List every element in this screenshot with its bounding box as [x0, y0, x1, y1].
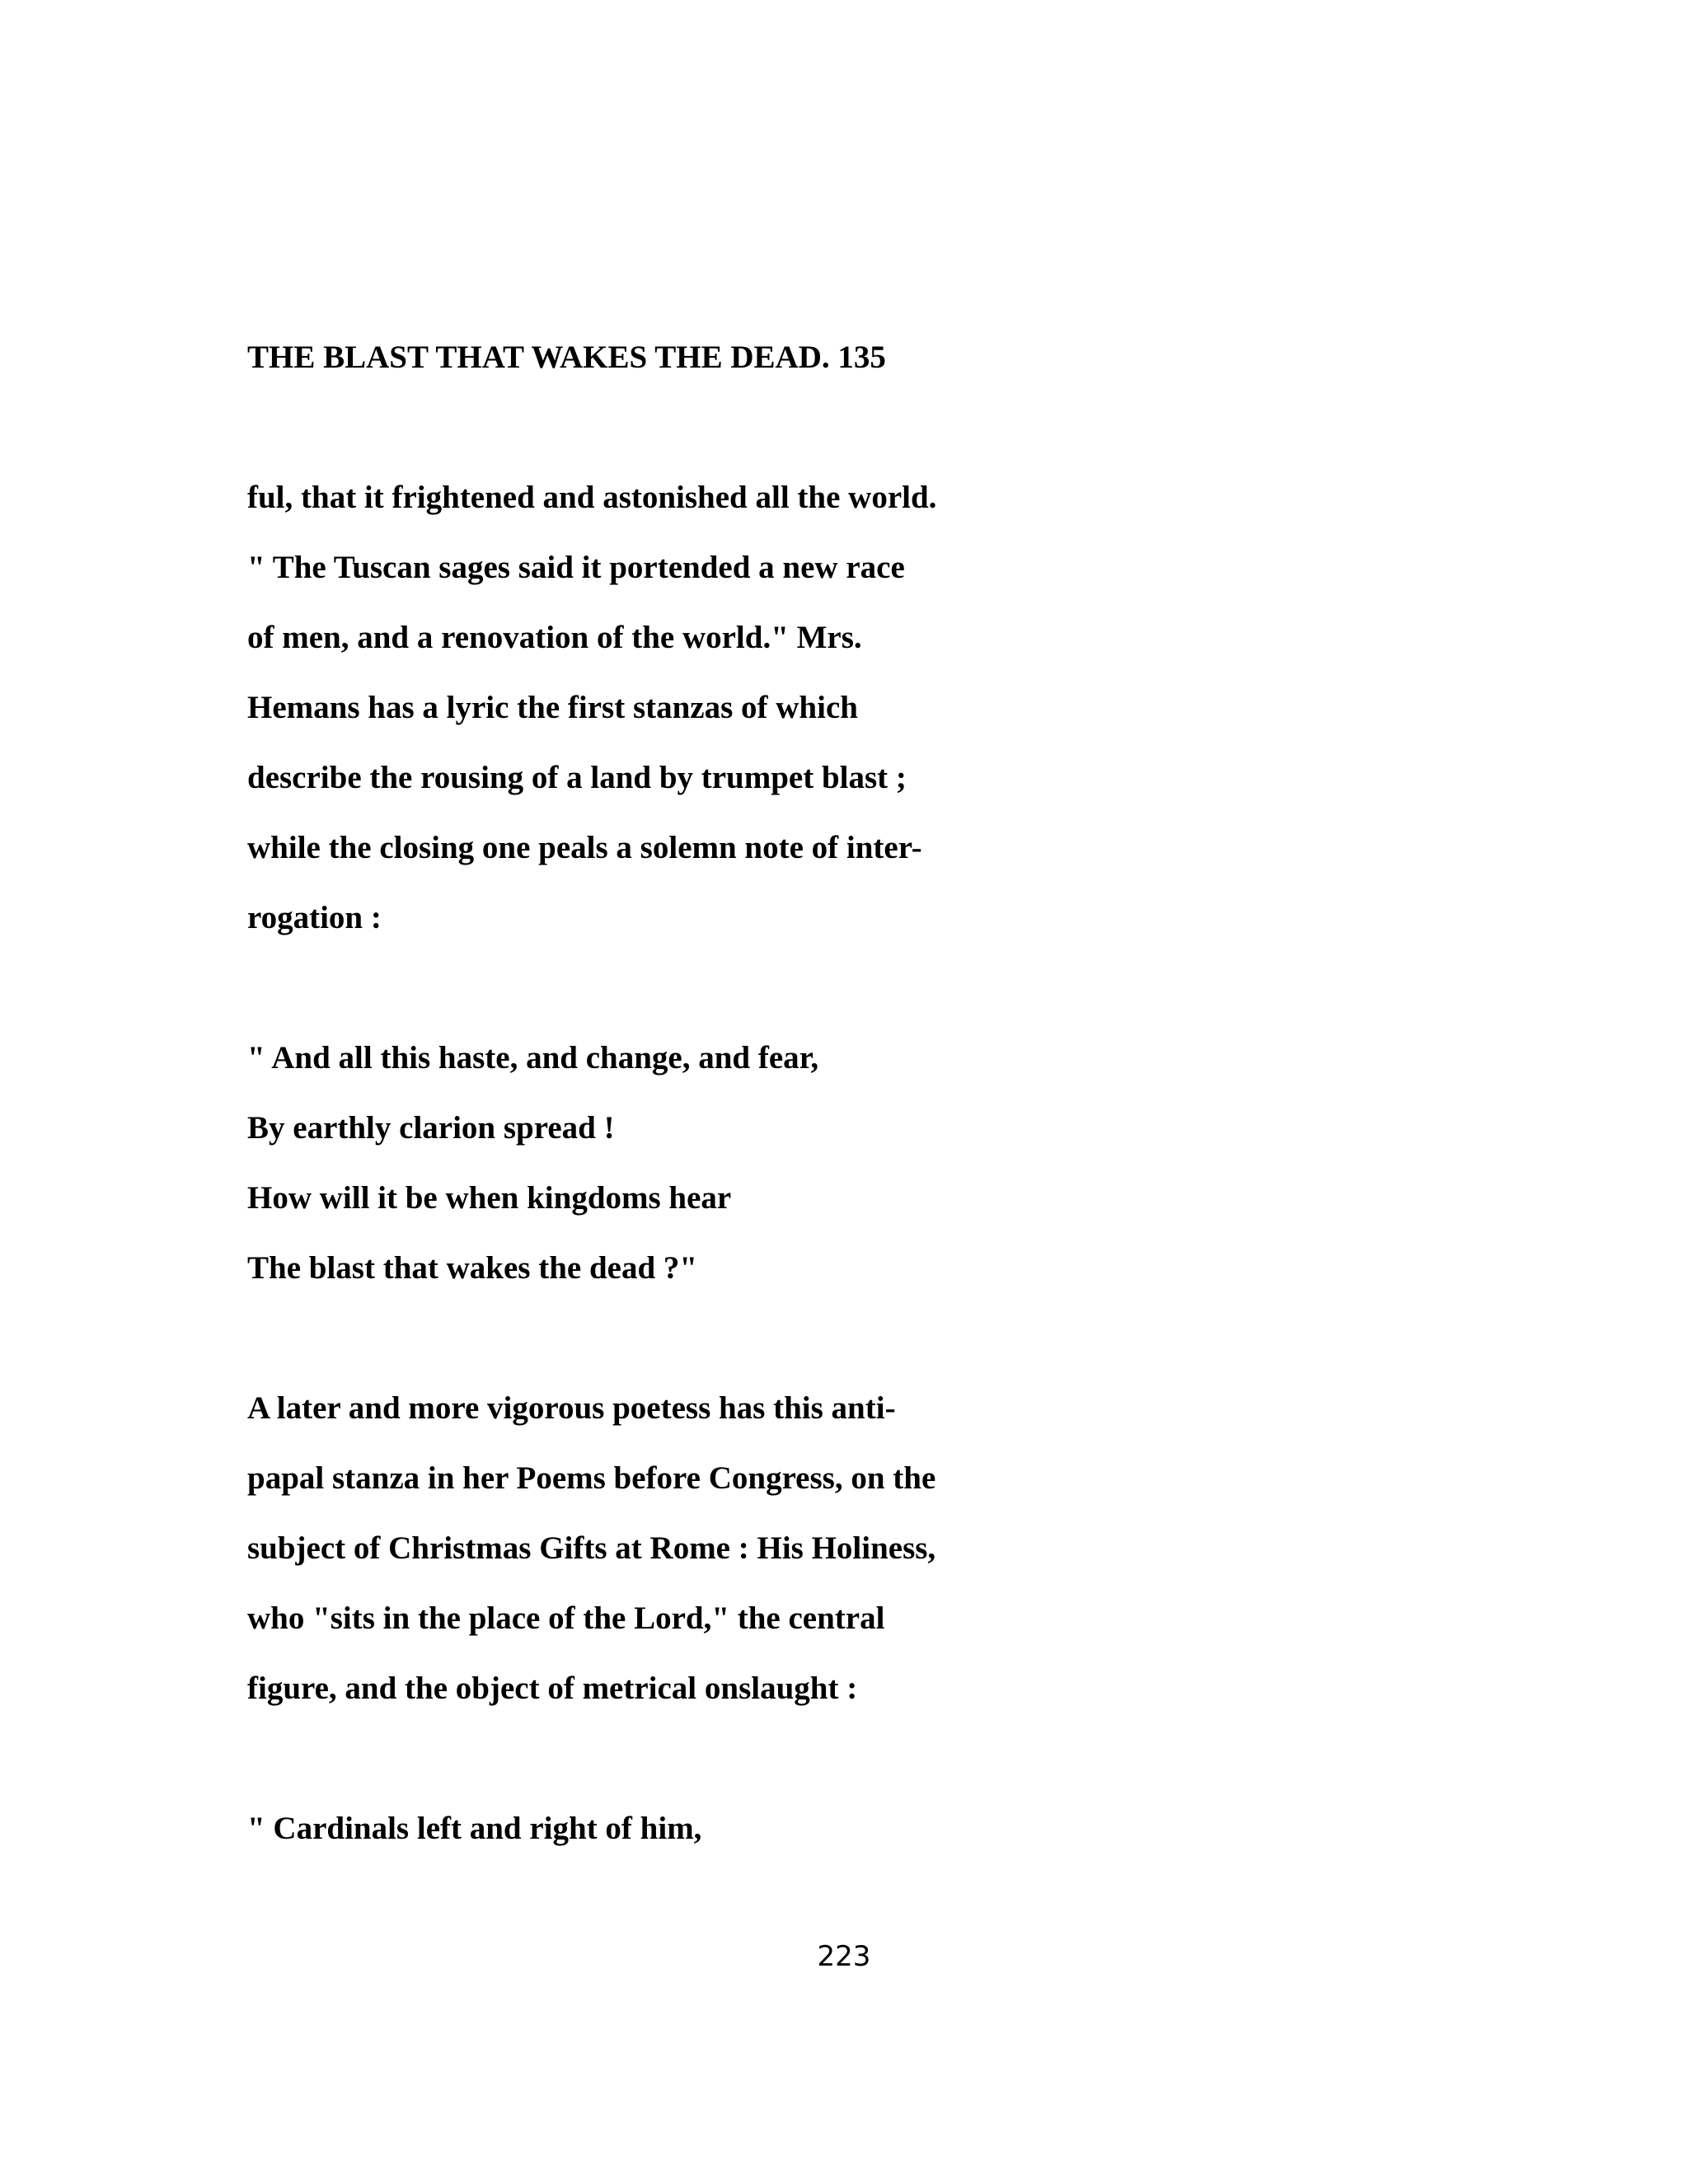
text-line: rogation :	[247, 900, 382, 935]
text-line: figure, and the object of metrical onslaught :	[247, 1671, 858, 1706]
text-line: subject of Christmas Gifts at Rome : His Holiness,	[247, 1530, 936, 1566]
text-line: describe the rousing of a land by trumpet blast ;	[247, 760, 907, 795]
verse-line: " Cardinals left and right of him,	[247, 1811, 702, 1846]
verse-line: " And all this haste, and change, and fear,	[247, 1040, 819, 1076]
text-line: papal stanza in her Poems before Congress, on the	[247, 1460, 936, 1496]
text-line: while the closing one peals a solemn note of inter-	[247, 830, 922, 865]
text-line: A later and more vigorous poetess has this anti-	[247, 1390, 896, 1426]
running-title: THE BLAST THAT WAKES THE DEAD. 135	[247, 340, 886, 375]
verse-line: By earthly clarion spread !	[247, 1110, 615, 1146]
text-line: ful, that it frightened and astonished all the world.	[247, 480, 937, 515]
page-number: 223	[817, 1940, 871, 1973]
text-line: " The Tuscan sages said it portended a new race	[247, 550, 905, 585]
text-line: of men, and a renovation of the world." Mrs.	[247, 620, 862, 655]
text-line: Hemans has a lyric the first stanzas of which	[247, 690, 858, 725]
verse-line: How will it be when kingdoms hear	[247, 1180, 732, 1216]
text-line: who "sits in the place of the Lord," the central	[247, 1601, 885, 1636]
verse-line: The blast that wakes the dead ?"	[247, 1250, 698, 1286]
